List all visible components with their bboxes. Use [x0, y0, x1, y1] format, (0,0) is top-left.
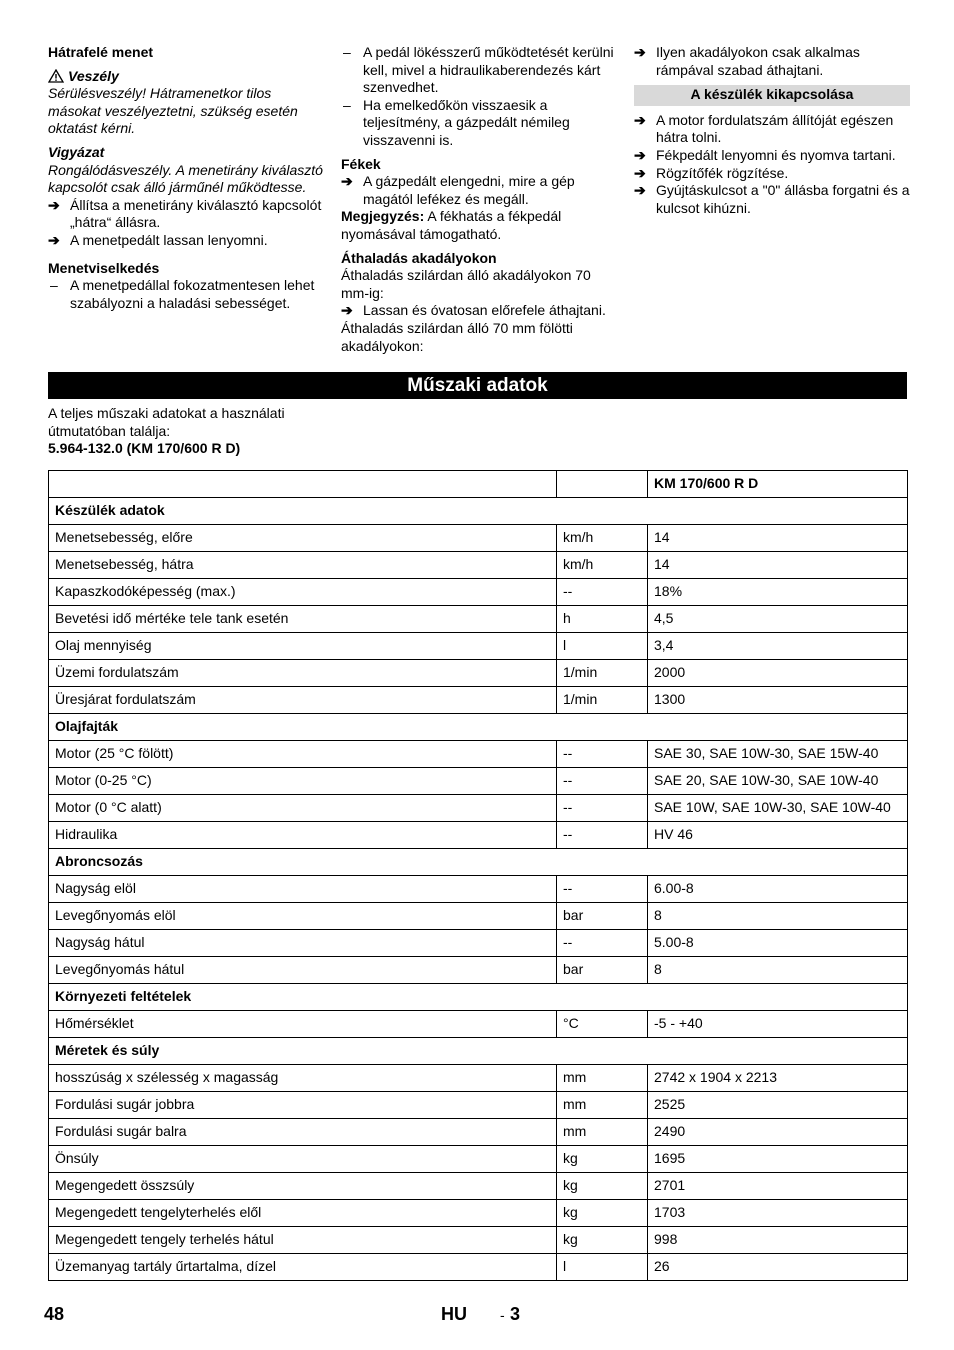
value-cell: HV 46: [648, 822, 908, 849]
step-item: [341, 173, 616, 208]
driving-behaviour-heading: Menetviselkedés: [48, 259, 160, 276]
intro: [48, 405, 338, 458]
value-cell: 1300: [648, 687, 908, 714]
step-item: [341, 302, 616, 320]
param-cell: Üzemi fordulatszám: [49, 660, 557, 687]
value-cell: 1695: [648, 1146, 908, 1173]
param-cell: Motor (0-25 °C): [49, 768, 557, 795]
group-heading: Méretek és súly: [49, 1038, 908, 1065]
step-item: [634, 165, 910, 183]
spec-table: [48, 470, 908, 1281]
step-text: Ilyen akadályokon csak alkalmas rámpával szabad áthajtani.: [656, 44, 860, 78]
param-cell: Hőmérséklet: [49, 1011, 557, 1038]
table-row: [49, 903, 908, 930]
unit-cell: bar: [557, 903, 648, 930]
arrow-icon: ➔: [48, 231, 60, 248]
arrow-icon: ➔: [341, 302, 353, 319]
param-cell: Olaj mennyiség: [49, 633, 557, 660]
unit-cell: kg: [557, 1146, 648, 1173]
arrow-icon: ➔: [634, 164, 646, 181]
column-3: [634, 44, 910, 217]
danger-text: Sérülésveszély! Hátramenetkor tilos másokat veszélyeztetni, szükség esetén oktatást kérni.: [48, 85, 298, 137]
dash-text: A menetpedállal fokozatmentesen lehet szabályozni a haladási sebességet.: [70, 277, 315, 311]
unit-cell: bar: [557, 957, 648, 984]
step-text: A gázpedált elengedni, mire a gép magától lefékez és megáll.: [363, 173, 575, 207]
footer-separator: -: [500, 1307, 505, 1323]
param-cell: Megengedett tengelyterhelés elől: [49, 1200, 557, 1227]
param-cell: Motor (25 °C fölött): [49, 741, 557, 768]
group-heading: Készülék adatok: [49, 498, 908, 525]
table-row: [49, 876, 908, 903]
table-row: [49, 957, 908, 984]
value-cell: 6.00-8: [648, 876, 908, 903]
value-cell: 998: [648, 1227, 908, 1254]
header-empty-cell: [557, 471, 648, 498]
param-cell: Megengedett tengely terhelés hátul: [49, 1227, 557, 1254]
step-text: Gyújtáskulcsot a "0" állásba forgatni és a kulcsot kihúzni.: [656, 182, 910, 216]
obstacles-heading: Áthaladás akadályokon: [341, 249, 497, 266]
param-cell: Üzemanyag tartály űrtartalma, dízel: [49, 1254, 557, 1281]
section-page-number: 3: [510, 1304, 521, 1324]
model-header: KM 170/600 R D: [648, 471, 908, 498]
warning-triangle-icon: [48, 69, 64, 83]
table-row: [49, 1146, 908, 1173]
note-label: Megjegyzés:: [341, 208, 425, 225]
param-cell: hosszúság x szélesség x magasság: [49, 1065, 557, 1092]
unit-cell: --: [557, 822, 648, 849]
unit-cell: 1/min: [557, 687, 648, 714]
value-cell: 2000: [648, 660, 908, 687]
unit-cell: km/h: [557, 552, 648, 579]
obstacles-text-2: Áthaladás szilárdan álló 70 mm fölötti akadályokon:: [341, 319, 573, 354]
step-text: A motor fordulatszám állítóját egészen hátra tolni.: [656, 111, 894, 146]
table-row: [49, 525, 908, 552]
unit-cell: kg: [557, 1200, 648, 1227]
param-cell: Hidraulika: [49, 822, 557, 849]
value-cell: 2742 x 1904 x 2213: [648, 1065, 908, 1092]
language-code: HU: [441, 1304, 467, 1324]
table-row: [49, 579, 908, 606]
note: [341, 208, 616, 243]
step-text: Fékpedált lenyomni és nyomva tartani.: [656, 146, 896, 163]
step-item: [634, 182, 910, 217]
table-row: [49, 795, 908, 822]
step-text: Állítsa a menetirány kiválasztó kapcsolót „hátra“ állásra.: [70, 196, 322, 231]
table-group-row: [49, 714, 908, 741]
step-item: [48, 232, 324, 250]
value-cell: 18%: [648, 579, 908, 606]
unit-cell: --: [557, 795, 648, 822]
value-cell: SAE 10W, SAE 10W-30, SAE 10W-40: [648, 795, 908, 822]
unit-cell: --: [557, 876, 648, 903]
brakes-heading: Fékek: [341, 155, 381, 172]
table-row: [49, 1173, 908, 1200]
unit-cell: kg: [557, 1173, 648, 1200]
param-cell: Menetsebesség, előre: [49, 525, 557, 552]
table-group-row: [49, 984, 908, 1011]
step-item: [634, 112, 910, 147]
table-row: [49, 633, 908, 660]
group-heading: Abroncsozás: [49, 849, 908, 876]
param-cell: Üresjárat fordulatszám: [49, 687, 557, 714]
shutdown-heading: A készülék kikapcsolása: [634, 85, 910, 106]
intro-text: A teljes műszaki adatokat a használati útmutatóban találja:: [48, 405, 285, 439]
param-cell: Önsúly: [49, 1146, 557, 1173]
unit-cell: --: [557, 579, 648, 606]
value-cell: -5 - +40: [648, 1011, 908, 1038]
arrow-icon: ➔: [634, 146, 646, 163]
table-row: [49, 1065, 908, 1092]
table-group-row: [49, 1038, 908, 1065]
unit-cell: l: [557, 633, 648, 660]
table-row: [49, 606, 908, 633]
unit-cell: 1/min: [557, 660, 648, 687]
page-number: 48: [44, 1304, 65, 1324]
group-heading: Környezeti feltételek: [49, 984, 908, 1011]
dash-item: [341, 44, 616, 97]
value-cell: 8: [648, 903, 908, 930]
arrow-icon: ➔: [341, 173, 353, 190]
step-text: A menetpedált lassan lenyomni.: [70, 231, 268, 248]
table-row: [49, 1092, 908, 1119]
reverse-driving-heading: Hátrafelé menet: [48, 44, 154, 60]
value-cell: 3,4: [648, 633, 908, 660]
param-cell: Kapaszkodóképesség (max.): [49, 579, 557, 606]
caution-label: Vigyázat: [48, 143, 105, 160]
value-cell: 2701: [648, 1173, 908, 1200]
step-text: Rögzítőfék rögzítése.: [656, 164, 789, 181]
param-cell: Nagyság hátul: [49, 930, 557, 957]
column-1: [48, 44, 324, 312]
param-cell: Bevetési idő mértéke tele tank esetén: [49, 606, 557, 633]
value-cell: 1703: [648, 1200, 908, 1227]
table-row: [49, 1254, 908, 1281]
danger-line: [48, 68, 324, 86]
unit-cell: °C: [557, 1011, 648, 1038]
param-cell: Motor (0 °C alatt): [49, 795, 557, 822]
dash-text: Ha emelkedőkön visszaesik a teljesítmény, a gázpedált némileg visszavenni is.: [363, 96, 570, 148]
danger-label: Veszély: [68, 67, 119, 84]
table-row: [49, 552, 908, 579]
table-row: [49, 768, 908, 795]
header-empty-cell: [49, 471, 557, 498]
value-cell: 8: [648, 957, 908, 984]
dash-marker: –: [50, 277, 58, 294]
caution-text: Rongálódásveszély. A menetirány kiválasztó kapcsolót csak álló járműnél működtesse.: [48, 161, 323, 196]
unit-cell: h: [557, 606, 648, 633]
step-text: Lassan és óvatosan előrefele áthajtani.: [363, 302, 606, 319]
arrow-icon: ➔: [48, 196, 60, 213]
step-item: [48, 197, 324, 232]
unit-cell: kg: [557, 1227, 648, 1254]
param-cell: Levegőnyomás elöl: [49, 903, 557, 930]
table-row: [49, 1011, 908, 1038]
dash-marker: –: [343, 96, 351, 113]
dash-item: [48, 277, 324, 312]
value-cell: 5.00-8: [648, 930, 908, 957]
param-cell: Nagyság elöl: [49, 876, 557, 903]
arrow-icon: ➔: [634, 44, 646, 60]
column-2: [341, 44, 616, 355]
unit-cell: --: [557, 741, 648, 768]
param-cell: Fordulási sugár jobbra: [49, 1092, 557, 1119]
value-cell: 14: [648, 525, 908, 552]
table-row: [49, 1227, 908, 1254]
param-cell: Megengedett összsúly: [49, 1173, 557, 1200]
section-title-bar: Műszaki adatok: [48, 372, 907, 399]
unit-cell: --: [557, 930, 648, 957]
table-header-row: [49, 471, 908, 498]
unit-cell: mm: [557, 1065, 648, 1092]
unit-cell: km/h: [557, 525, 648, 552]
step-item: [634, 44, 910, 79]
obstacles-text-1: Áthaladás szilárdan álló akadályokon 70 mm-ig:: [341, 267, 591, 301]
param-cell: Fordulási sugár balra: [49, 1119, 557, 1146]
table-row: [49, 741, 908, 768]
value-cell: 4,5: [648, 606, 908, 633]
value-cell: 2490: [648, 1119, 908, 1146]
group-heading: Olajfajták: [49, 714, 908, 741]
note-text: A fékhatás a fékpedál nyomásával támogatható.: [341, 208, 562, 242]
arrow-icon: ➔: [634, 111, 646, 128]
table-group-row: [49, 849, 908, 876]
dash-item: [341, 97, 616, 150]
table-row: [49, 687, 908, 714]
value-cell: 14: [648, 552, 908, 579]
param-cell: Menetsebesség, hátra: [49, 552, 557, 579]
arrow-icon: ➔: [634, 182, 646, 199]
dash-text: A pedál lökésszerű működtetését kerülni kell, mivel a hidraulikaberendezés kárt szenvedhet.: [363, 44, 614, 96]
dash-marker: –: [343, 44, 351, 60]
intro-reference: 5.964-132.0 (KM 170/600 R D): [48, 440, 241, 457]
value-cell: 26: [648, 1254, 908, 1281]
table-row: [49, 1200, 908, 1227]
value-cell: 2525: [648, 1092, 908, 1119]
param-cell: Levegőnyomás hátul: [49, 957, 557, 984]
table-row: [49, 822, 908, 849]
table-group-row: [49, 498, 908, 525]
value-cell: SAE 30, SAE 10W-30, SAE 15W-40: [648, 741, 908, 768]
step-item: [634, 147, 910, 165]
unit-cell: l: [557, 1254, 648, 1281]
table-row: [49, 1119, 908, 1146]
value-cell: SAE 20, SAE 10W-30, SAE 10W-40: [648, 768, 908, 795]
table-row: [49, 930, 908, 957]
unit-cell: mm: [557, 1092, 648, 1119]
unit-cell: --: [557, 768, 648, 795]
unit-cell: mm: [557, 1119, 648, 1146]
table-row: [49, 660, 908, 687]
